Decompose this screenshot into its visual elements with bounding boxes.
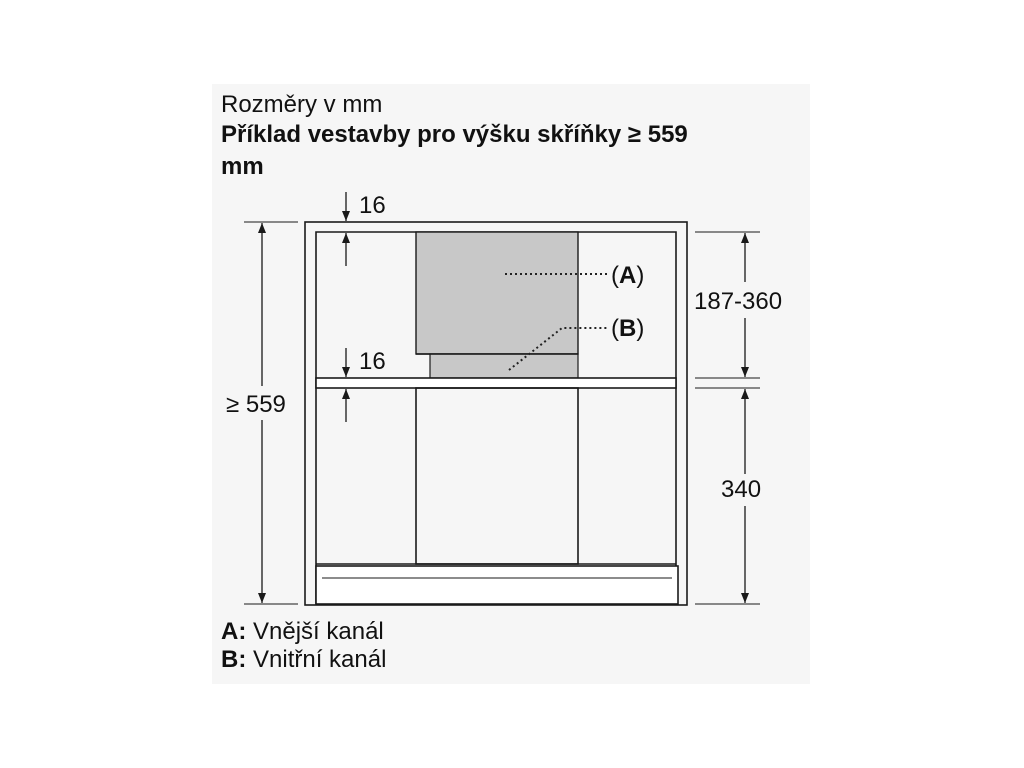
appliance-body: [416, 388, 578, 564]
upper-space-label: 187-360: [694, 288, 783, 315]
inner-duct: [430, 354, 578, 378]
legend-text-b: Vnitřní kanál: [253, 646, 387, 673]
title-units: Rozměry v mm: [221, 91, 383, 118]
callout-a-close: ): [636, 262, 645, 289]
callout-b-close: ): [636, 315, 645, 342]
shelf-label: 16: [359, 348, 386, 375]
cabinet-shelf: [316, 378, 676, 388]
callout-b: [611, 315, 644, 342]
callout-a-open: (: [611, 262, 619, 289]
legend-item-b: [221, 646, 386, 674]
legend-key-a: A:: [221, 618, 247, 645]
total-height-label: ≥ 559: [226, 391, 286, 418]
lower-space-label: 340: [721, 476, 762, 503]
callout-b-open: (: [611, 315, 619, 342]
title-example-unit: mm: [221, 153, 264, 180]
callout-a-letter: A: [619, 262, 637, 289]
callout-b-letter: B: [619, 315, 637, 342]
title-example: Příklad vestavby pro výšku skříňky ≥ 559: [221, 121, 688, 148]
legend-key-b: B:: [221, 646, 247, 673]
callout-a: [611, 262, 644, 289]
legend-item-a: [221, 618, 384, 646]
legend-text-a: Vnější kanál: [253, 618, 384, 645]
top-board-label: 16: [359, 192, 386, 219]
bottom-plinth: [316, 566, 678, 604]
